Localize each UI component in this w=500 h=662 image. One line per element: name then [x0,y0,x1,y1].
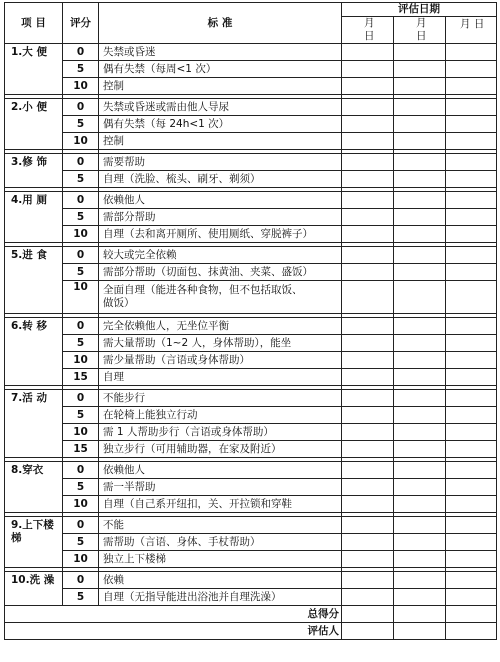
date-score-cell-3[interactable] [446,99,497,116]
standard-description: 偶有失禁（每 24h<1 次） [99,116,342,133]
standard-description: 依赖他人 [99,462,342,479]
date-score-cell-2[interactable] [394,352,446,369]
table-row [5,264,497,281]
date-score-cell-2[interactable] [394,407,446,424]
date-score-cell-2[interactable] [394,335,446,352]
standard-description: 需部分帮助（切面包、抹黄油、夹菜、盛饭） [99,264,342,281]
date-score-cell-2[interactable] [394,99,446,116]
date-score-cell-2[interactable] [394,171,446,188]
date-score-cell-1[interactable] [342,78,394,95]
standard-description: 自理（洗脸、梳头、刷牙、剃须） [99,171,342,188]
date-score-cell-2[interactable] [394,264,446,281]
table-row [5,154,497,171]
date-score-cell-2[interactable] [394,534,446,551]
date-score-cell-2[interactable] [394,78,446,95]
date-score-cell-2[interactable] [394,572,446,589]
date-score-cell-1[interactable] [342,496,394,513]
standard-description: 较大或完全依赖 [99,247,342,264]
date-score-cell-3[interactable] [446,192,497,209]
date-score-cell-2[interactable] [394,462,446,479]
standard-description: 自理（去和离开厕所、使用厕纸、穿脱裤子） [99,226,342,243]
section-name: 7.活 动 [5,390,63,458]
section-name: 8.穿衣 [5,462,63,513]
table-row [5,99,497,116]
table-row [5,281,497,314]
date-score-cell-1[interactable] [342,352,394,369]
date-score-cell-3[interactable] [446,247,497,264]
date-score-cell-3[interactable] [446,407,497,424]
total-score-cell-2[interactable] [394,606,446,623]
date-score-cell-3[interactable] [446,133,497,150]
score-value: 10 [63,133,99,150]
date-score-cell-3[interactable] [446,44,497,61]
date-score-cell-3[interactable] [446,154,497,171]
date-score-cell-2[interactable] [394,209,446,226]
date-score-cell-3[interactable] [446,369,497,386]
date-score-cell-3[interactable] [446,441,497,458]
standard-description: 需大量帮助（1~2 人，身体帮助），能坐 [99,335,342,352]
standard-description: 独立步行（可用辅助器，在家及附近） [99,441,342,458]
date-score-cell-1[interactable] [342,441,394,458]
date-score-cell-3[interactable] [446,572,497,589]
date-column-2[interactable]: 月 日 [394,17,446,44]
standard-description: 全面自理（能进各种食物，但不包括取饭、 做饭） [99,281,342,314]
date-score-cell-3[interactable] [446,424,497,441]
table-row [5,551,497,568]
date-score-cell-3[interactable] [446,496,497,513]
table-row [5,78,497,95]
standard-description: 不能 [99,517,342,534]
score-value: 0 [63,517,99,534]
score-value: 10 [63,78,99,95]
table-row [5,479,497,496]
date-score-cell-2[interactable] [394,496,446,513]
table-row [5,171,497,188]
date-score-cell-1[interactable] [342,589,394,606]
table-row [5,496,497,513]
assessor-cell-1[interactable] [342,623,394,640]
total-score-label: 总得分 [5,606,342,623]
score-value: 0 [63,99,99,116]
table-row [5,133,497,150]
date-score-cell-2[interactable] [394,517,446,534]
section-name: 1.大 便 [5,44,63,95]
date-score-cell-1[interactable] [342,462,394,479]
standard-description: 自理（无指导能进出浴池并自理洗澡） [99,589,342,606]
date-score-cell-1[interactable] [342,154,394,171]
standard-description: 完全依赖他人，无坐位平衡 [99,318,342,335]
standard-description: 偶有失禁（每周<1 次） [99,61,342,78]
score-value: 5 [63,407,99,424]
section-name: 9.上下楼 梯 [5,517,63,568]
date-score-cell-2[interactable] [394,441,446,458]
score-value: 5 [63,335,99,352]
table-row [5,424,497,441]
score-value: 5 [63,116,99,133]
date-score-cell-1[interactable] [342,407,394,424]
date-score-cell-3[interactable] [446,462,497,479]
date-score-cell-1[interactable] [342,318,394,335]
table-row [5,441,497,458]
score-value: 5 [63,61,99,78]
score-value: 10 [63,496,99,513]
date-score-cell-1[interactable] [342,390,394,407]
score-value: 5 [63,479,99,496]
date-score-cell-3[interactable] [446,209,497,226]
score-value: 0 [63,154,99,171]
table-row [5,247,497,264]
table-row [5,390,497,407]
assessor-cell-3[interactable] [446,623,497,640]
standard-description: 依赖他人 [99,192,342,209]
standard-description: 不能步行 [99,390,342,407]
score-value: 5 [63,171,99,188]
score-value: 5 [63,589,99,606]
header-score: 评分 [63,3,99,44]
date-score-cell-2[interactable] [394,192,446,209]
date-score-cell-1[interactable] [342,192,394,209]
section-name: 3.修 饰 [5,154,63,188]
date-score-cell-1[interactable] [342,335,394,352]
date-score-cell-1[interactable] [342,226,394,243]
table-row [5,116,497,133]
date-score-cell-1[interactable] [342,369,394,386]
date-score-cell-3[interactable] [446,534,497,551]
score-value: 10 [63,551,99,568]
score-value: 0 [63,390,99,407]
section-name: 4.用 厕 [5,192,63,243]
date-score-cell-1[interactable] [342,133,394,150]
date-score-cell-3[interactable] [446,517,497,534]
score-value: 15 [63,441,99,458]
date-score-cell-2[interactable] [394,133,446,150]
standard-description: 依赖 [99,572,342,589]
score-value: 0 [63,572,99,589]
standard-description: 需少量帮助（言语或身体帮助） [99,352,342,369]
date-score-cell-3[interactable] [446,589,497,606]
standard-description: 需部分帮助 [99,209,342,226]
standard-description: 自理 [99,369,342,386]
date-score-cell-2[interactable] [394,116,446,133]
score-value: 5 [63,264,99,281]
date-score-cell-1[interactable] [342,424,394,441]
total-score-cell-3[interactable] [446,606,497,623]
date-score-cell-1[interactable] [342,99,394,116]
date-score-cell-3[interactable] [446,61,497,78]
score-value: 0 [63,192,99,209]
date-score-cell-3[interactable] [446,551,497,568]
table-row [5,534,497,551]
date-score-cell-1[interactable] [342,479,394,496]
header-eval-date: 评估日期 [342,3,497,17]
score-value: 10 [63,226,99,243]
date-score-cell-2[interactable] [394,281,446,314]
date-score-cell-3[interactable] [446,116,497,133]
date-score-cell-1[interactable] [342,517,394,534]
section-name: 5.进 食 [5,247,63,314]
table-row [5,352,497,369]
date-score-cell-2[interactable] [394,589,446,606]
date-score-cell-2[interactable] [394,44,446,61]
table-row [5,369,497,386]
date-score-cell-2[interactable] [394,154,446,171]
date-score-cell-3[interactable] [446,390,497,407]
date-score-cell-3[interactable] [446,318,497,335]
date-score-cell-3[interactable] [446,171,497,188]
date-score-cell-3[interactable] [446,352,497,369]
standard-description: 控制 [99,133,342,150]
standard-description: 需帮助（言语、身体、手杖帮助） [99,534,342,551]
standard-description: 需 1 人帮助步行（言语或身体帮助） [99,424,342,441]
standard-description: 独立上下楼梯 [99,551,342,568]
date-score-cell-3[interactable] [446,281,497,314]
date-score-cell-1[interactable] [342,116,394,133]
table-row [5,226,497,243]
standard-description: 在轮椅上能独立行动 [99,407,342,424]
date-score-cell-2[interactable] [394,318,446,335]
barthel-assessment-table [4,2,497,640]
table-row [5,61,497,78]
table-row [5,44,497,61]
date-score-cell-1[interactable] [342,61,394,78]
standard-description: 需一半帮助 [99,479,342,496]
total-score-cell-1[interactable] [342,606,394,623]
date-score-cell-1[interactable] [342,44,394,61]
date-score-cell-1[interactable] [342,209,394,226]
table-row [5,192,497,209]
date-score-cell-3[interactable] [446,335,497,352]
table-row [5,407,497,424]
date-score-cell-2[interactable] [394,390,446,407]
standard-description: 自理（自己系开纽扣，关、开拉锁和穿鞋 [99,496,342,513]
standard-description: 需要帮助 [99,154,342,171]
standard-description: 失禁或昏迷 [99,44,342,61]
date-score-cell-3[interactable] [446,479,497,496]
table-row [5,517,497,534]
table-row [5,318,497,335]
date-score-cell-1[interactable] [342,264,394,281]
date-score-cell-2[interactable] [394,247,446,264]
score-value: 10 [63,424,99,441]
date-score-cell-2[interactable] [394,226,446,243]
date-column-3[interactable]: 月 日 [446,17,497,44]
table-row [5,572,497,589]
date-score-cell-1[interactable] [342,247,394,264]
score-value: 10 [63,352,99,369]
table-row [5,209,497,226]
date-score-cell-3[interactable] [446,226,497,243]
date-score-cell-1[interactable] [342,534,394,551]
table-row [5,462,497,479]
date-score-cell-2[interactable] [394,424,446,441]
score-value: 0 [63,462,99,479]
date-score-cell-3[interactable] [446,264,497,281]
date-score-cell-2[interactable] [394,61,446,78]
score-value: 15 [63,369,99,386]
header-standard: 标 准 [99,3,342,44]
score-value: 10 [63,281,99,314]
date-score-cell-2[interactable] [394,369,446,386]
date-score-cell-2[interactable] [394,479,446,496]
header-item: 项 目 [5,3,63,44]
table-row [5,335,497,352]
score-value: 5 [63,534,99,551]
date-score-cell-3[interactable] [446,78,497,95]
date-score-cell-1[interactable] [342,551,394,568]
section-name: 10.洗 澡 [5,572,63,606]
date-score-cell-2[interactable] [394,551,446,568]
date-score-cell-1[interactable] [342,171,394,188]
assessor-label: 评估人 [5,623,342,640]
score-value: 0 [63,44,99,61]
standard-description: 控制 [99,78,342,95]
date-score-cell-1[interactable] [342,572,394,589]
assessor-cell-2[interactable] [394,623,446,640]
table-row [5,589,497,606]
section-name: 6.转 移 [5,318,63,386]
date-column-1[interactable]: 月 日 [342,17,394,44]
section-name: 2.小 便 [5,99,63,150]
date-score-cell-1[interactable] [342,281,394,314]
score-value: 5 [63,209,99,226]
standard-description: 失禁或昏迷或需由他人导尿 [99,99,342,116]
score-value: 0 [63,318,99,335]
score-value: 0 [63,247,99,264]
